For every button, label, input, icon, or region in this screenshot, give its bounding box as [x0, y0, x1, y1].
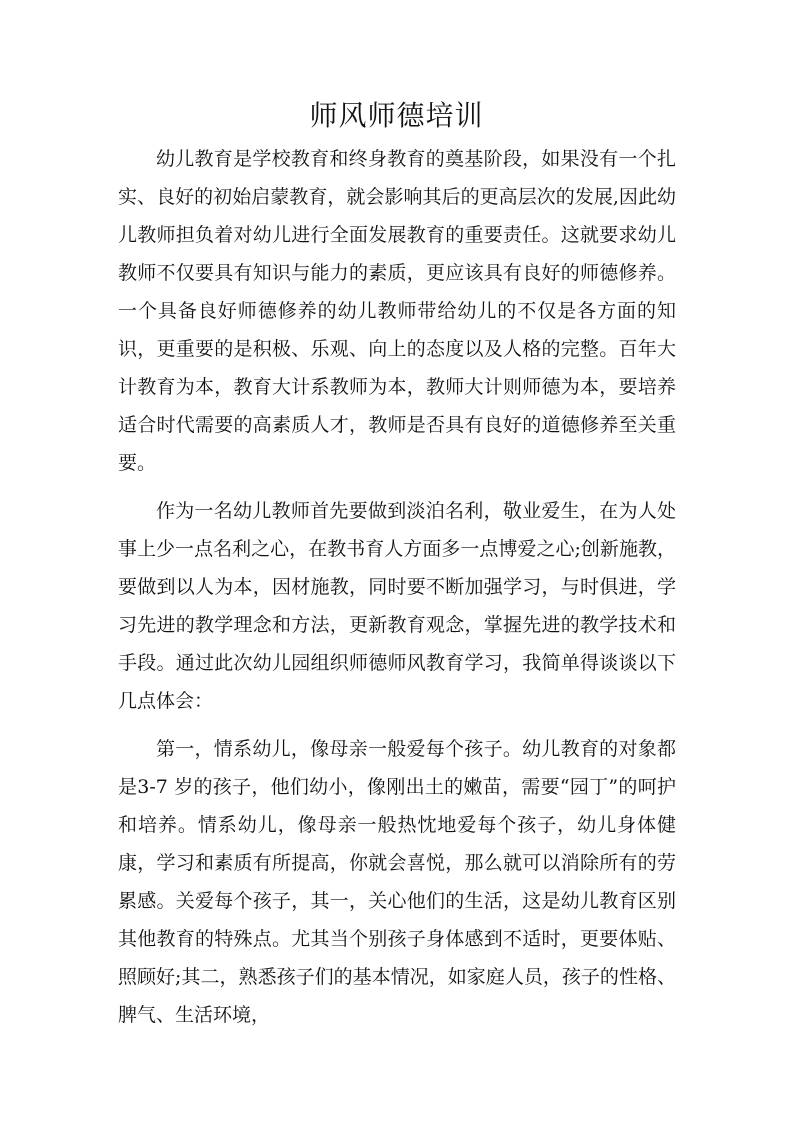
paragraph-1: 幼儿教育是学校教育和终身教育的奠基阶段，如果没有一个扎实、良好的初始启蒙教育，就会影响其后的更高层次的发展,因此幼儿教师担负着对幼儿进行全面发展教育的重要责任。这就要求幼儿教师不仅要具有知识与能力的素质，更应该具有良好的师德修养。一个具备良好师德修养的幼儿教师带给幼儿的不仅是各方面的知识，更重要的是积极、乐观、向上的态度以及人格的完整。百年大计教育为本，教育大计系教师为本，教师大计则师德为本，要培养适合时代需要的高素质人才，教师是否具有良好的道德修养至关重要。: [118, 148, 676, 474]
paragraph-2: 作为一名幼儿教师首先要做到淡泊名利，敬业爱生，在为人处事上少一点名利之心，在教书育人方面多一点博爱之心;创新施教，要做到以人为本，因材施教，同时要不断加强学习，与时俱进，学习先进的教学理念和方法，更新教育观念，掌握先进的教学技术和手段。通过此次幼儿园组织师德师风教育学习，我简单得谈谈以下几点体会：: [118, 500, 676, 712]
paragraph-3: 第一，情系幼儿，像母亲一般爱每个孩子。幼儿教育的对象都是3-7 岁的孩子，他们幼小，像刚出土的嫩苗，需要“园丁”的呵护和培养。情系幼儿，像母亲一般热忱地爱每个孩子，幼儿身体健康，学习和素质有所提高，你就会喜悦，那么就可以消除所有的劳累感。关爱每个孩子，其一，关心他们的生活，这是幼儿教育区别其他教育的特殊点。尤其当个别孩子身体感到不适时，更要体贴、照顾好;其二，熟悉孩子们的基本情况，如家庭人员，孩子的性格、脾气、生活环境，: [118, 738, 676, 1026]
document-body: [118, 140, 676, 1044]
document-title: 师风师德培训: [309, 99, 484, 132]
